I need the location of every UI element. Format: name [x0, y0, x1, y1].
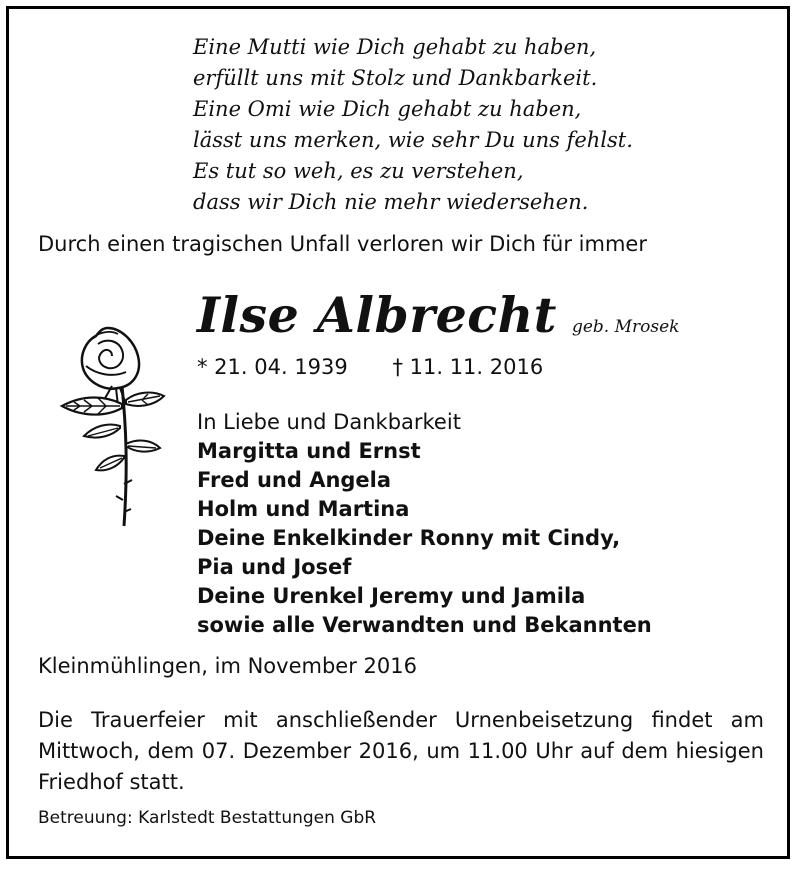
- poem-line: lässt uns merken, wie sehr Du uns fehlst.: [193, 128, 633, 152]
- place-date: Kleinmühlingen, im November 2016: [38, 654, 417, 678]
- rose-icon: [56, 316, 176, 532]
- mourner-line: Deine Enkelkinder Ronny mit Cindy,: [197, 526, 621, 550]
- mourner-line: Fred und Angela: [197, 468, 392, 492]
- poem-line: dass wir Dich nie mehr wiedersehen.: [193, 190, 589, 214]
- poem-line: Es tut so weh, es zu verstehen,: [193, 159, 524, 183]
- funeral-notice: Die Trauerfeier mit anschließender Urnenbeisetzung findet am Mittwoch, dem 07. Dezember 2016, um 11.00 Uhr auf dem hiesigen Friedhof statt.: [38, 708, 764, 794]
- mourner-line: sowie alle Verwandten und Bekannten: [197, 613, 652, 637]
- deceased-name-row: [197, 286, 679, 344]
- intro-text: Durch einen tragischen Unfall verloren wir Dich für immer: [38, 232, 647, 256]
- deceased-name: Ilse Albrecht: [197, 286, 557, 344]
- birth-date: * 21. 04. 1939: [197, 355, 348, 379]
- maiden-name: geb. Mrosek: [571, 317, 680, 337]
- death-date: † 11. 11. 2016: [392, 355, 544, 379]
- undertaker-credit: Betreuung: Karlstedt Bestattungen GbR: [38, 808, 377, 828]
- mourners: [197, 408, 652, 640]
- poem-line: Eine Omi wie Dich gehabt zu haben,: [193, 97, 582, 121]
- mourner-line: Deine Urenkel Jeremy und Jamila: [197, 584, 586, 608]
- life-dates: [197, 355, 543, 379]
- poem-line: erfüllt uns mit Stolz und Dankbarkeit.: [193, 66, 598, 90]
- mourner-line: Margitta und Ernst: [197, 439, 421, 463]
- mourner-line: Pia und Josef: [197, 555, 352, 579]
- mourner-line: Holm und Martina: [197, 497, 410, 521]
- mourners-heading: In Liebe und Dankbarkeit: [197, 410, 461, 434]
- poem-line: Eine Mutti wie Dich gehabt zu haben,: [193, 35, 597, 59]
- poem: [193, 32, 713, 218]
